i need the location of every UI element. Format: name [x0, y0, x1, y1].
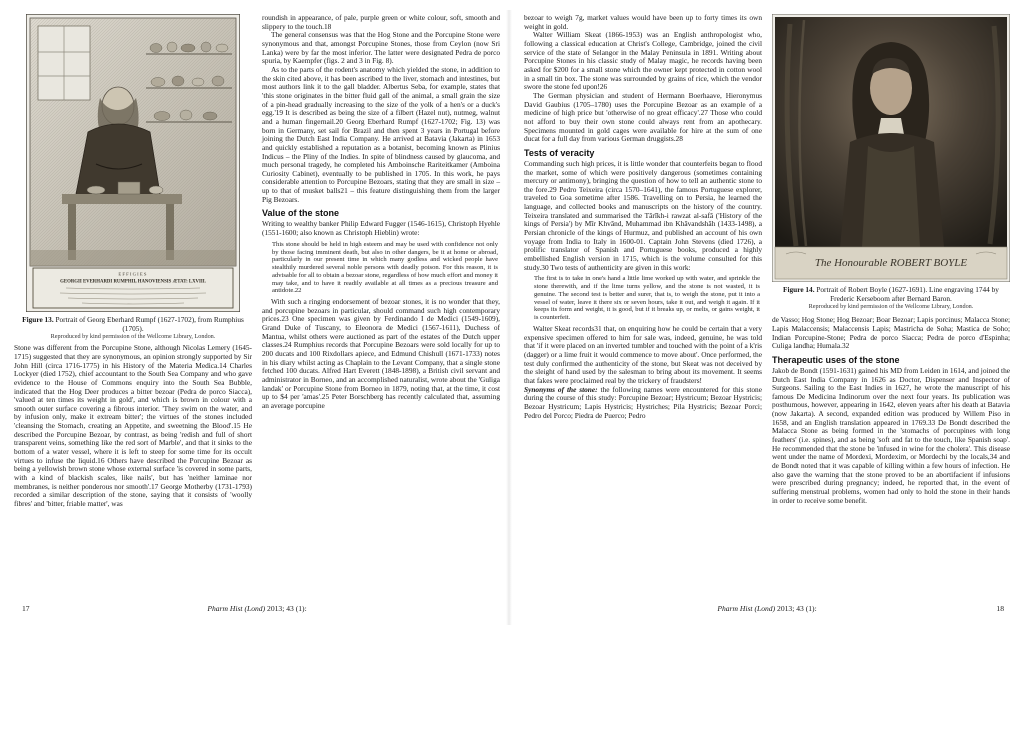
page18-citation-rest: 2013; 43 (1):: [775, 604, 817, 613]
synonyms-rest: the following names were encountered for this stone during the course of this study: Porcupine Bezoar; Hystricum; Bezoar Hystricis; Bezoar Hystricum; Lapis Hystricis; Hystriches; Pila Hystricis; Bezoar Porci; Pedro del Porco; Piedra de Puerco; Pedro: [524, 384, 762, 420]
page18-col1-paragraph-5: Walter Skeat records31 that, on enquiring how he could be certain that a very expensive specimen offered to him for sale was, indeed, genuine, he was told that 'if it were placed on an inverted tumbler and touched with the point of a k'ris (dagger) or a lime fruit it would commence to move about'. Once performed, the test duly confirmed the authenticity of the stone, but Skeat was not deceived by the sleight of hand used by the salesman to bring about its movement. It seems that fakes were proclaimed real by the trickery of fraudsters!: [524, 323, 762, 385]
portrait-script-title: The Honourable ROBERT BOYLE: [814, 257, 968, 269]
page17-column-1: [14, 14, 252, 509]
heading-tests-of-veracity: Tests of veracity: [524, 147, 595, 158]
page17-col2-paragraph-3: As to the parts of the rodent's anatomy which yielded the stone, in addition to the skin cited above, it has been ascribed to the liver, stomach and intestines, but most authors link it to the gall bladder. Albertus Seba, for example, states that 'this stone originates in the bitter fluid gall of the animal, a small grain the size of a pin-head gradually increasing to the size of the yolk of a hen's or a duck's egg.'19 It is described as being the size of a filbert (Hazel nut), nutmeg, walnut and a human fingernail.20 Georg Eberhard Rumpf (1627-1702; Fig. 13) was born in Germany, set sail for Brazil and then spent 3 years in Portugal before joining the Dutch East India Company. He arrived at Batavia (Jakarta) in 1653 and quickly established a reputation as a botanist, becoming known as Plinius Indicus – the Pliny of the Indies. In spite of blindness caused by glaucoma, and much personal tragedy, he completed his Amboinsche Rariteitkamer (Amboina Curiosity Cabinet), eventually to be published in 1705. In this work, he pays considerable attention to Porcupine Bezoars, stating that they are small in size – up to that of musket balls21 – this feature distinguishing them from the larger Pig Bezoars.: [262, 64, 500, 204]
page17-column-2: [262, 14, 500, 509]
page18-column-1: [524, 14, 762, 505]
page-gutter: [506, 10, 512, 625]
page18-citation: [524, 604, 1010, 613]
figure-14-caption-text: Portrait of Robert Boyle (1627-1691). Line engraving 1744 by Frederic Kerseboom after Bernard Baron.: [814, 285, 999, 304]
page18-col1-blockquote: The first is to take in one's hand a little lime worked up with water, and sprinkle the stone therewith, and if the lime turns yellow, and the stone is not wasted, it is genuine. The second test is better and surer, that is, to weigh the stone, put it into a vessel of water, leave it there six or seven hours, take it out, and weigh it again. If it keeps its form and weight, it is good, but if it breaks up, or melts, or gains weight, it is counterfeit.: [534, 275, 760, 322]
page18-col1-paragraph-2: Walter William Skeat (1866-1953) was an English anthropologist who, following a classical education at Christ's College, Cambridge, joined the civil service of the state of Selangor in the Malay Peninsula in 1891. Writing about Porcupine Stones in his classic study of Malay magic, he records having been asked for $200 for a small stone which the owner kept protected in cotton wool in a small tin box. The stone was surrounded by grains of rice, which the vendor swore the stone fed upon!26: [524, 30, 762, 92]
page18-number: 18: [996, 604, 1004, 613]
figure-14-block: [772, 14, 1010, 310]
heading-value-of-the-stone: Value of the stone: [262, 208, 340, 219]
figure-13-caption: [14, 315, 252, 333]
page17-col2-paragraph-1: roundish in appearance, of pale, purple green or white colour, soft, smooth and slippery to the touch.18: [262, 13, 500, 31]
page17-col2-paragraph-2: The general consensus was that the Hog Stone and the Porcupine Stone were synonymous and that, amongst Porcupine Stones, those from Ceylon (now Sri Lanka) were by far the most inferior. The latter were designated Pedra de porco spuria, by Kaempfer (figs. 2 and 3 in Fig. 8).: [262, 30, 500, 66]
page17-col2-paragraph-5: With such a ringing endorsement of bezoar stones, it is no wonder that they, and porcupine bezoars in particular, should command such high contemporary prices.23 One specimen was given by Ferdinando I de Medici (1549-1609), Grand Duke of Tuscany, to Eleonora de Medici (1567-1611), Duchess of Mantua, whilst others were auctioned as part of the estates of the Dutch upper classes.24 Rumphius records that Porcupine Bezoars were sold locally for up to 200 ducats and 100 Rixdollars apiece, and Edmund Chishull (1671-1733) notes in his diary whilst acting as Chaplain to the Levant Company, that a single stone fetched 100 ducats. Alfred Hart Everett (1848-1898), a British civil servant and administrator in Borneo, and an accomplished naturalist, wrote about the 'Guliga landak' or Porcupine Stone from Borneo in 1879, noting that, at the time, it cost up to $4 per 'amas'.25 Peter Borschberg has recently calculated that, assuming an average porcupine: [262, 297, 500, 410]
engraving-inscription-plate: [33, 268, 233, 308]
page17-citation-journal: Pharm Hist (Lond): [207, 604, 266, 613]
page-18: [524, 14, 1010, 505]
figure-14-label: Figure 14.: [783, 285, 815, 294]
engraving-plate-heading: EFFIGIES: [118, 271, 148, 277]
portrait-title-plate: [775, 247, 1007, 279]
page17-citation-rest: 2013; 43 (1):: [265, 604, 307, 613]
page18-col1-synonyms-paragraph: [524, 386, 762, 421]
page17-citation: [14, 604, 500, 613]
page18-column-2: [772, 14, 1010, 505]
page17-number: 17: [22, 604, 30, 613]
figure-14-portrait-image: [772, 14, 1010, 282]
figure-13-caption-text: Portrait of Georg Eberhard Rumpf (1627-1702), from Rumphius (1705).: [53, 315, 244, 334]
heading-therapeutic-uses: Therapeutic uses of the stone: [772, 354, 900, 365]
figure-13-permission: Reproduced by kind permission of the Wellcome Library, London.: [50, 333, 216, 341]
page17-col2-paragraph-4: Writing to wealthy banker Philip Edward Fugger (1546-1615), Christoph Hyehle (1551-1600; also known as Christoph Hieblin) wrote:: [262, 219, 500, 238]
page17-col2-blockquote: This stone should be held in high esteem and may be used with confidence not only by those facing imminent death, but also in other dangers, be it at home or abroad, particularly in our present time in which many godless and wicked people have stealthily murdered several noble persons with deadly poison. For this reason, it is advisable for all to obtain a bezoar stone, regardless of how much effort and money it may take, and to have it readily available at all times as a precious treasure and antidote.22: [272, 240, 498, 295]
figure-14-caption: [772, 285, 1010, 303]
engraving-plate-name: GEORGII EVERHARDI RUMPHII, HANOVIENSIS ÆTAT: LXVIII.: [60, 279, 206, 285]
figure-13-engraving-image: [26, 14, 240, 312]
page-17: [14, 14, 500, 509]
page18-col2-paragraph-1: de Vasso; Hog Stone; Hog Bezoar; Boar Bezoar; Lapis porcinus; Malacca Stone; Lapis Malaccensis; Malaccensis Lapis; Mastricha de Soha; Mastica de Soho; Indian Porcupine-Stone; Pedra de porco Siacca; Pedra de porco d'Espinha; Culiga landha; Humala.32: [772, 315, 1010, 351]
figure-13-block: [14, 14, 252, 340]
page17-col1-paragraph: Stone was different from the Porcupine Stone, although Nicolas Lemery (1645-1715) suggested that they are synonymous, an opinion strongly supported by Sir John Hill (circa 1716-1775) in his History of the Materia Medica.14 Charles Lockyer (died 1752), chief accountant to the South Sea Company and who gave evidence to the House of Commons enquiry into the South Sea Bubble, indicated that the Hog Deer produces a bitter bezoar (Pedra de porco Siacca), 'valued at ten times its weight in gold', and which is brown in colour with a smooth outer surface covering a fibrous interior. 'They swim on the water, and by infusion only, make it extream bitter'; the virtues of the stones included 'cleansing the Stomach, creating an Appetite, and sweetning the Blood'.15 He described the Porcupine Bezoar, by contrast, as being 'redish and full of short transparent veins, something like the red sort of Marble', and that it sinks to the bottom of a water vessel, where it is left to steep for some time for its occult virtues to infuse the liquid.16 Others have described the Porcupine Bezoar as being a yellowish brown stone whose external surface 'is covered in some parts, with a kind of blackish scales, like nails', but has 'neither laminae nor membranes, is neither ponderous nor smooth'.17 George Motherby (1731-1793) recorded a similar description of the stone, saying that it consists of 'woolly fibres' and 'bitter, friable matter', was: [14, 343, 252, 509]
page18-col1-paragraph-4: Commanding such high prices, it is little wonder that counterfeits began to flood the market, some of which were positively dangerous (sometimes containing mercury or antimony), bringing the question of how to tell an authentic stone to the fore.29 Pedro Teixeira (circa 1570–1641), the famous Portuguese explorer, traveled to Goa sometime after 1586. Travelling on to Persia, he learned the language, and collected books and manuscripts on the history of the country. Teixeira translated and summarised the Tārīkh-i rawzat al-safā ('History of the kings of Persia') by Mīr Khvānd, Muhammad ibn Khāvandshāh (1433-1498), a Persian chronicle of the kings of Hurmuz, and published an account of his own voyage from India to Italy in 1600-01. Captain John Stevens (died 1726), a prolific translator of Spanish and Portuguese books, produced a highly embellished English version in 1715, which is the volume consulted for this study.30 Two tests of authenticity are given in this work:: [524, 158, 762, 272]
page18-col1-paragraph-3: The German physician and student of Hermann Boerhaave, Hieronymus David Gaubius (1705–1780) uses the Porcupine Bezoar as an example of a medicine of high price but 'otherwise of no great efficacy'.27 Those who could not afford to buy their own stone could always rent from an apothecary. Specimens mounted in gold cages were available for hire at the sum of one ducat for a full day from various German druggists.28: [524, 90, 762, 144]
synonyms-lead: Synonyms of the stone:: [524, 384, 598, 394]
figure-13-label: Figure 13.: [22, 315, 54, 324]
page18-col1-paragraph-1: bezoar to weigh 7g, market values would have been up to forty times its own weight in gold.: [524, 13, 762, 31]
page18-citation-journal: Pharm Hist (Lond): [717, 604, 776, 613]
figure-14-permission: Reproduced by kind permission of the Wellcome Library, London.: [808, 303, 974, 311]
page18-col2-paragraph-2: Jakob de Bondt (1591-1631) gained his MD from Leiden in 1614, and joined the Dutch East India Company in 1626 as Doctor, Dispenser and Inspector of Surgeons. Sailing to the East Indies in 1627, he wrote the manuscript of his famous De Medicina Indinorum over the next four years. Its publication was posthumous, however, appearing in 1642, eleven years after his death at Batavia (now Jakarta). A second, expanded edition was produced by Willem Piso in 1658, and an English translation appeared in 1769.33 De Bondt described the Malacca Stone as being formed in the 'stomachs of porcupines with long feathers' (i.e. spines), and as being 'soft and fat to the touch, like Spanish soap'. He recommended that the stone be 'infused in wine for the cholera'. This disease went under the name of Mordexi, Mordexim, or Mordechi by the locals,34 and de Bondt noted that it was capable of killing within a few hours of infection. He also gave the warning that the stone proved to be an abortifacient if infusions were prescribed during pregnancy; indeed, he reported that, in the event of suffering menstrual problems, women had only to hold the stone in their hands in order to receive some benefit.: [772, 365, 1010, 505]
